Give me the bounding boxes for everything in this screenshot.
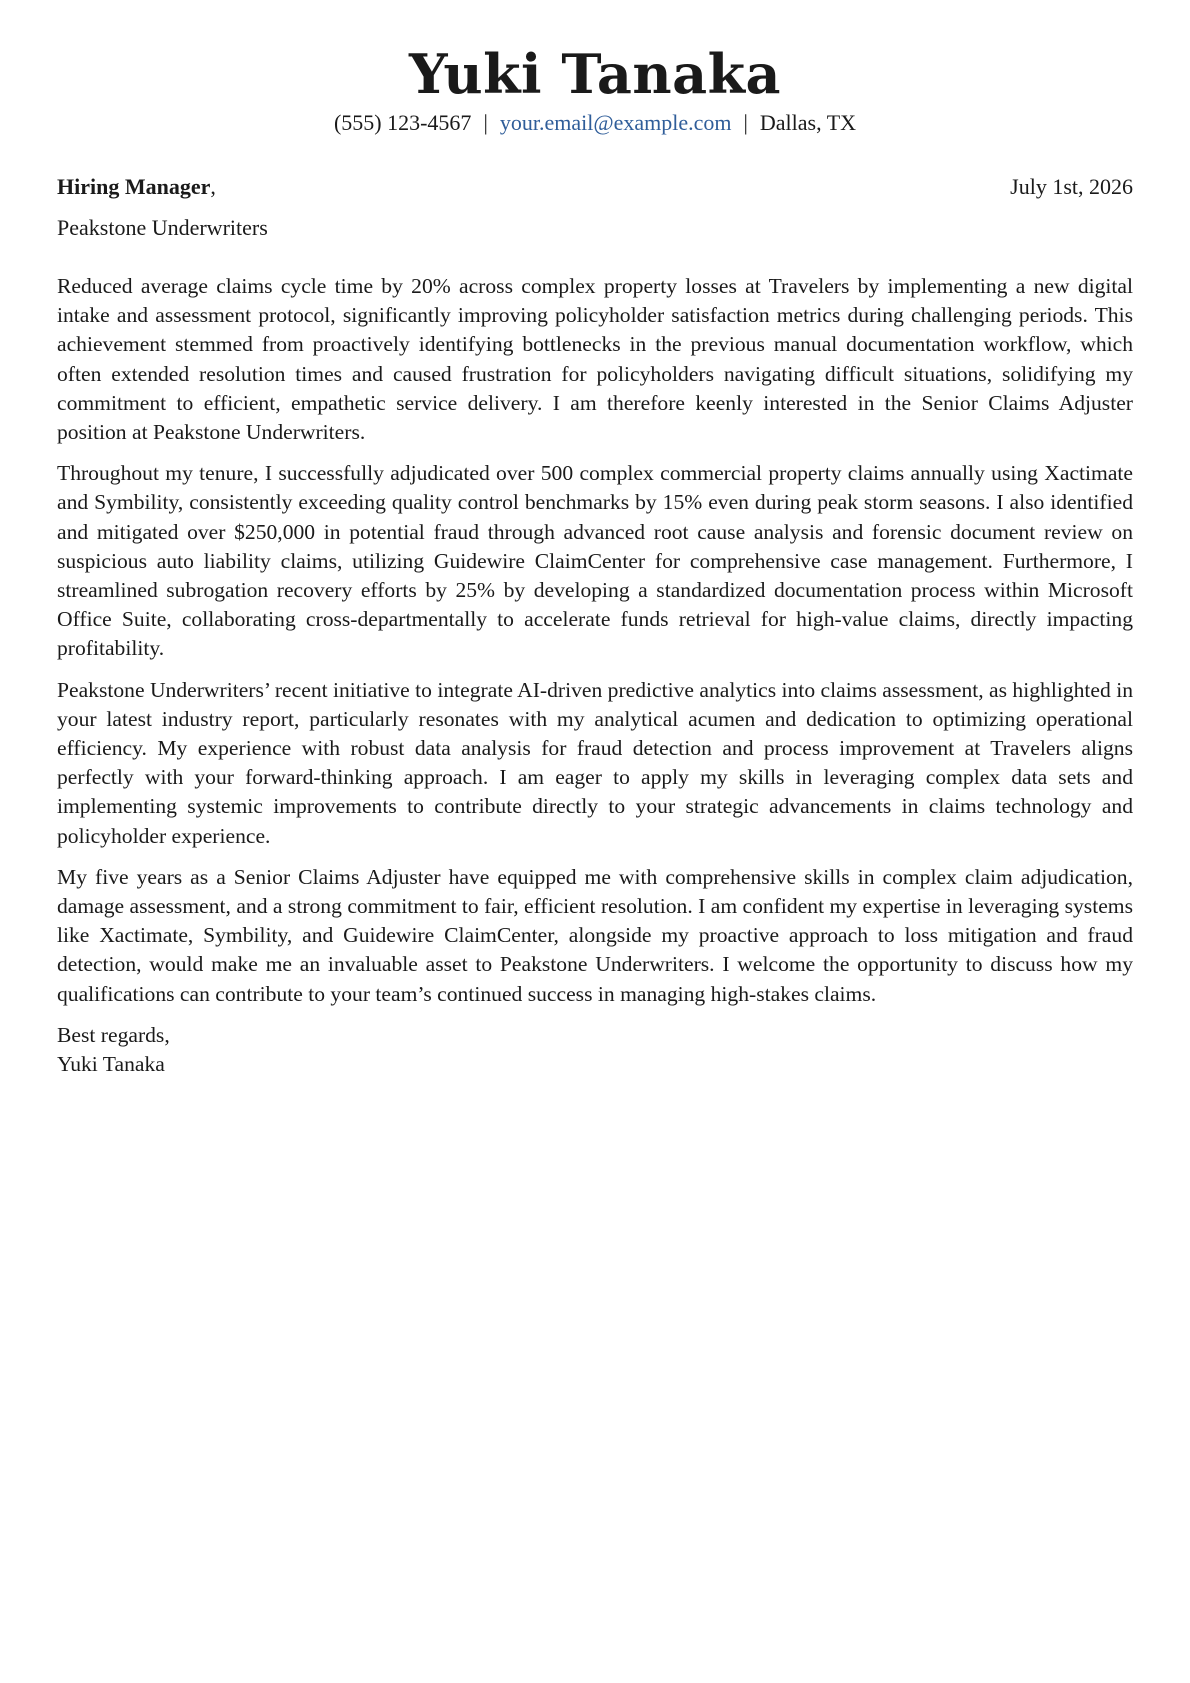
contact-line — [57, 108, 1133, 138]
email-link[interactable]: your.email@example.com — [499, 110, 732, 135]
body-paragraph-1: Reduced average claims cycle time by 20% across complex property losses at Travelers by implementing a new digital intake and assessment protocol, significantly improving policyholder satisfaction metrics during challenging periods. This achievement stemmed from proactively identifying bottlenecks in the previous manual documentation workflow, which often extended resolution times and caused frustration for policyholders navigating difficult situations, solidifying my commitment to efficient, empathetic service delivery. I am therefore keenly interested in the Senior Claims Adjuster position at Peakstone Underwriters. — [57, 274, 1133, 445]
letter-closing — [57, 1021, 1133, 1079]
recipient-date-row — [57, 172, 1133, 201]
body-paragraph-2: Throughout my tenure, I successfully adjudicated over 500 complex commercial property claims annually using Xactimate and Symbility, consistently exceeding quality control benchmarks by 15% even during peak storm seasons. I also identified and mitigated over $250,000 in potential fraud through advanced root cause analysis and forensic document review on suspicious auto liability claims, utilizing Guidewire ClaimCenter for comprehensive case management. Furthermore, I streamlined subrogation recovery efforts by 25% by developing a standardized documentation process within Microsoft Office Suite, collaborating cross-departmentally to accelerate funds retrieval for high-value claims, directly impacting profitability. — [57, 461, 1133, 661]
phone-number: (555) 123-4567 — [333, 110, 472, 135]
letter-body — [57, 272, 1133, 1009]
recipient-name-suffix: , — [210, 174, 216, 199]
recipient-name: Hiring Manager — [57, 174, 211, 199]
contact-separator: | — [483, 110, 488, 135]
location: Dallas, TX — [759, 110, 857, 135]
letter-date: July 1st, 2026 — [1010, 174, 1133, 199]
applicant-name: Yuki Tanaka — [408, 42, 781, 106]
closing-salutation: Best regards, — [57, 1022, 170, 1047]
recipient-line — [57, 172, 216, 201]
body-paragraph-4: My five years as a Senior Claims Adjuster have equipped me with comprehensive skills in complex claim adjudication, damage assessment, and a strong commitment to fair, efficient resolution. I am confident my expertise in leveraging systems like Xactimate, Symbility, and Guidewire ClaimCenter, alongside my proactive approach to loss mitigation and fraud detection, would make me an invaluable asset to Peakstone Underwriters. I welcome the opportunity to discuss how my qualifications can contribute to your team’s continued success in managing high-stakes claims. — [57, 864, 1133, 1006]
letter-header — [57, 0, 1133, 138]
recipient-block — [57, 172, 1133, 242]
body-paragraph-3: Peakstone Underwriters’ recent initiative to integrate AI-driven predictive analytics into claims assessment, as highlighted in your latest industry report, particularly resonates with my analytical acumen and dedication to optimizing operational efficiency. My experience with robust data analysis for fraud detection and process improvement at Travelers aligns perfectly with your forward-thinking approach. I am eager to apply my skills in leveraging complex data sets and implementing systemic improvements to contribute directly to your strategic advancements in claims technology and policyholder experience. — [57, 677, 1133, 848]
contact-separator: | — [743, 110, 748, 135]
recipient-company: Peakstone Underwriters — [57, 215, 268, 240]
signature-name: Yuki Tanaka — [57, 1052, 165, 1077]
